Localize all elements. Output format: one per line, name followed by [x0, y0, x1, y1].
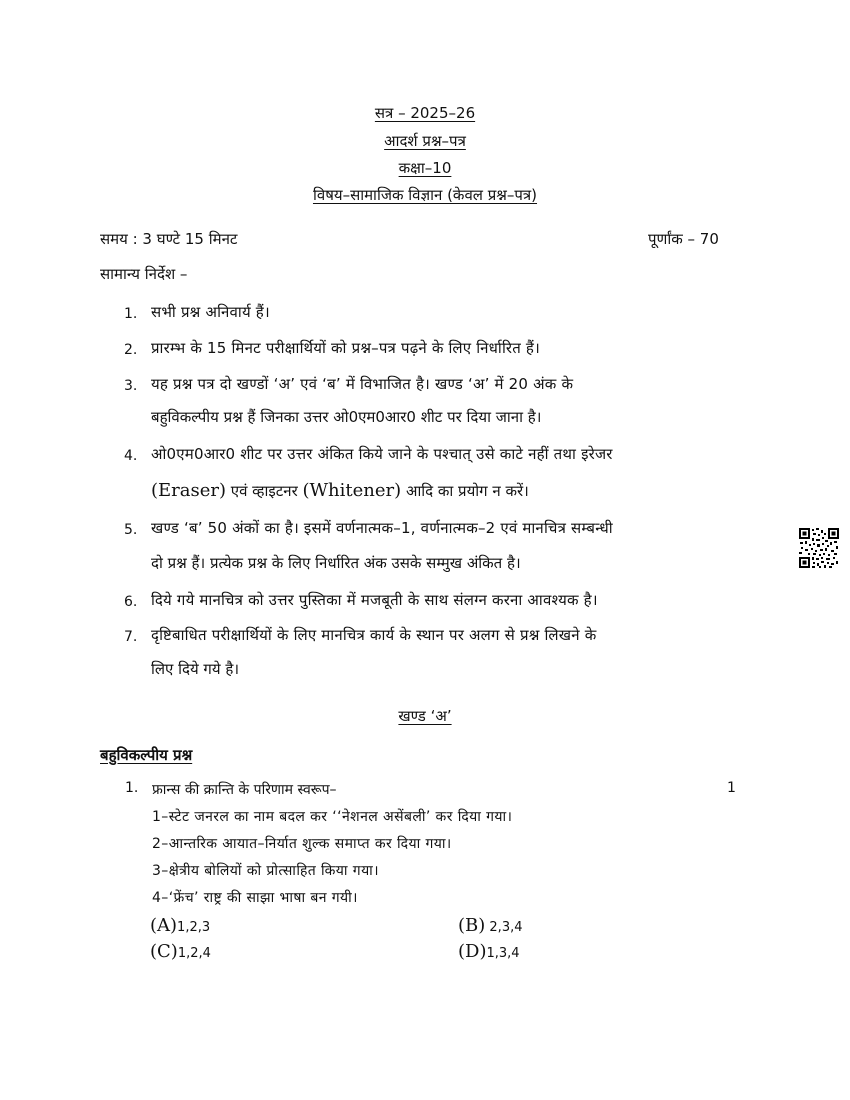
- option-b[interactable]: [458, 915, 523, 936]
- option-letter: (D): [458, 941, 487, 962]
- instruction-number: 6.: [124, 594, 138, 610]
- instruction-number: 3.: [124, 378, 138, 394]
- mcq-heading: बहुविकल्पीय प्रश्न: [100, 746, 193, 764]
- whitener-term: (Whitener): [302, 480, 402, 501]
- instruction-text: प्रारम्भ के 15 मिनट परीक्षार्थियों को प्रश्न–पत्र पढ़ने के लिए निर्धारित हैं।: [151, 339, 540, 357]
- instruction-number: 5.: [124, 522, 138, 538]
- instruction-text-part: आदि का प्रयोग न करें।: [401, 482, 529, 500]
- option-letter: (C): [150, 941, 178, 962]
- general-instructions-title: सामान्य निर्देश –: [100, 265, 188, 283]
- paper-type-line: आदर्श प्रश्न–पत्र: [384, 132, 466, 150]
- instruction-number: 1.: [124, 306, 138, 322]
- instruction-text: दृष्टिबाधित परीक्षार्थियों के लिए मानचित्र कार्य के स्थान पर अलग से प्रश्न लिखने के: [151, 626, 597, 644]
- option-a[interactable]: [150, 915, 210, 936]
- question-statement: 3–क्षेत्रीय बोलियों को प्रोत्साहित किया गया।: [152, 863, 379, 879]
- question-number: 1.: [125, 780, 139, 796]
- question-statement: 4–‘फ्रेंच’ राष्ट्र की साझा भाषा बन गयी।: [152, 890, 358, 906]
- max-marks: पूर्णांक – 70: [648, 230, 719, 248]
- option-value: 1,3,4: [486, 946, 520, 961]
- option-letter: (A): [150, 915, 178, 936]
- instruction-number: 2.: [124, 342, 138, 358]
- instruction-text-cont: लिए दिये गये है।: [151, 660, 239, 678]
- instruction-text: सभी प्रश्न अनिवार्य हैं।: [151, 303, 270, 321]
- option-value: 1,2,3: [177, 920, 211, 935]
- qr-code-icon: [799, 528, 839, 568]
- instruction-number: 4.: [124, 448, 138, 464]
- option-d[interactable]: [458, 941, 520, 962]
- class-line: कक्षा–10: [398, 159, 452, 177]
- option-letter: (B): [458, 915, 486, 936]
- session-line: सत्र – 2025–26: [374, 104, 476, 122]
- instruction-text-cont: दो प्रश्न हैं। प्रत्येक प्रश्न के लिए निर्धारित अंक उसके सम्मुख अंकित है।: [151, 554, 521, 572]
- instruction-text: खण्ड ‘ब’ 50 अंकों का है। इसमें वर्णनात्मक–1, वर्णनात्मक–2 एवं मानचित्र सम्बन्धी: [151, 519, 613, 537]
- instruction-text: दिये गये मानचित्र को उत्तर पुस्तिका में मजबूती के साथ संलग्न करना आवश्यक है।: [151, 591, 598, 609]
- subject-line: विषय–सामाजिक विज्ञान (केवल प्रश्न–पत्र): [312, 186, 538, 204]
- option-value: 2,3,4: [485, 920, 523, 935]
- section-a-title: खण्ड ‘अ’: [398, 707, 452, 725]
- question-marks: 1: [727, 780, 736, 796]
- instruction-text-cont: बहुविकल्पीय प्रश्न हैं जिनका उत्तर ओ0एम0आर0 शीट पर दिया जाना है।: [151, 408, 542, 426]
- question-statement: 2–आन्तरिक आयात–निर्यात शुल्क समाप्त कर दिया गया।: [152, 836, 452, 852]
- question-statement: 1–स्टेट जनरल का नाम बदल कर ‘‘नेशनल असेंबली’ कर दिया गया।: [152, 809, 513, 825]
- instruction-text-part: एवं व्हाइटनर: [226, 482, 303, 500]
- eraser-term: (Eraser): [151, 480, 227, 501]
- instruction-number: 7.: [124, 629, 138, 645]
- question-text: फ्रान्स की क्रान्ति के परिणाम स्वरूप–: [152, 782, 337, 798]
- instruction-text: ओ0एम0आर0 शीट पर उत्तर अंकित किये जाने के पश्चात् उसे काटे नहीं तथा इरेजर: [151, 445, 613, 463]
- option-value: 1,2,4: [177, 946, 211, 961]
- option-c[interactable]: [150, 941, 211, 962]
- instruction-text-cont: [151, 480, 529, 501]
- time-duration: समय : 3 घण्टे 15 मिनट: [100, 230, 238, 248]
- instruction-text: यह प्रश्न पत्र दो खण्डों ‘अ’ एवं ‘ब’ में विभाजित है। खण्ड ‘अ’ में 20 अंक के: [151, 375, 574, 393]
